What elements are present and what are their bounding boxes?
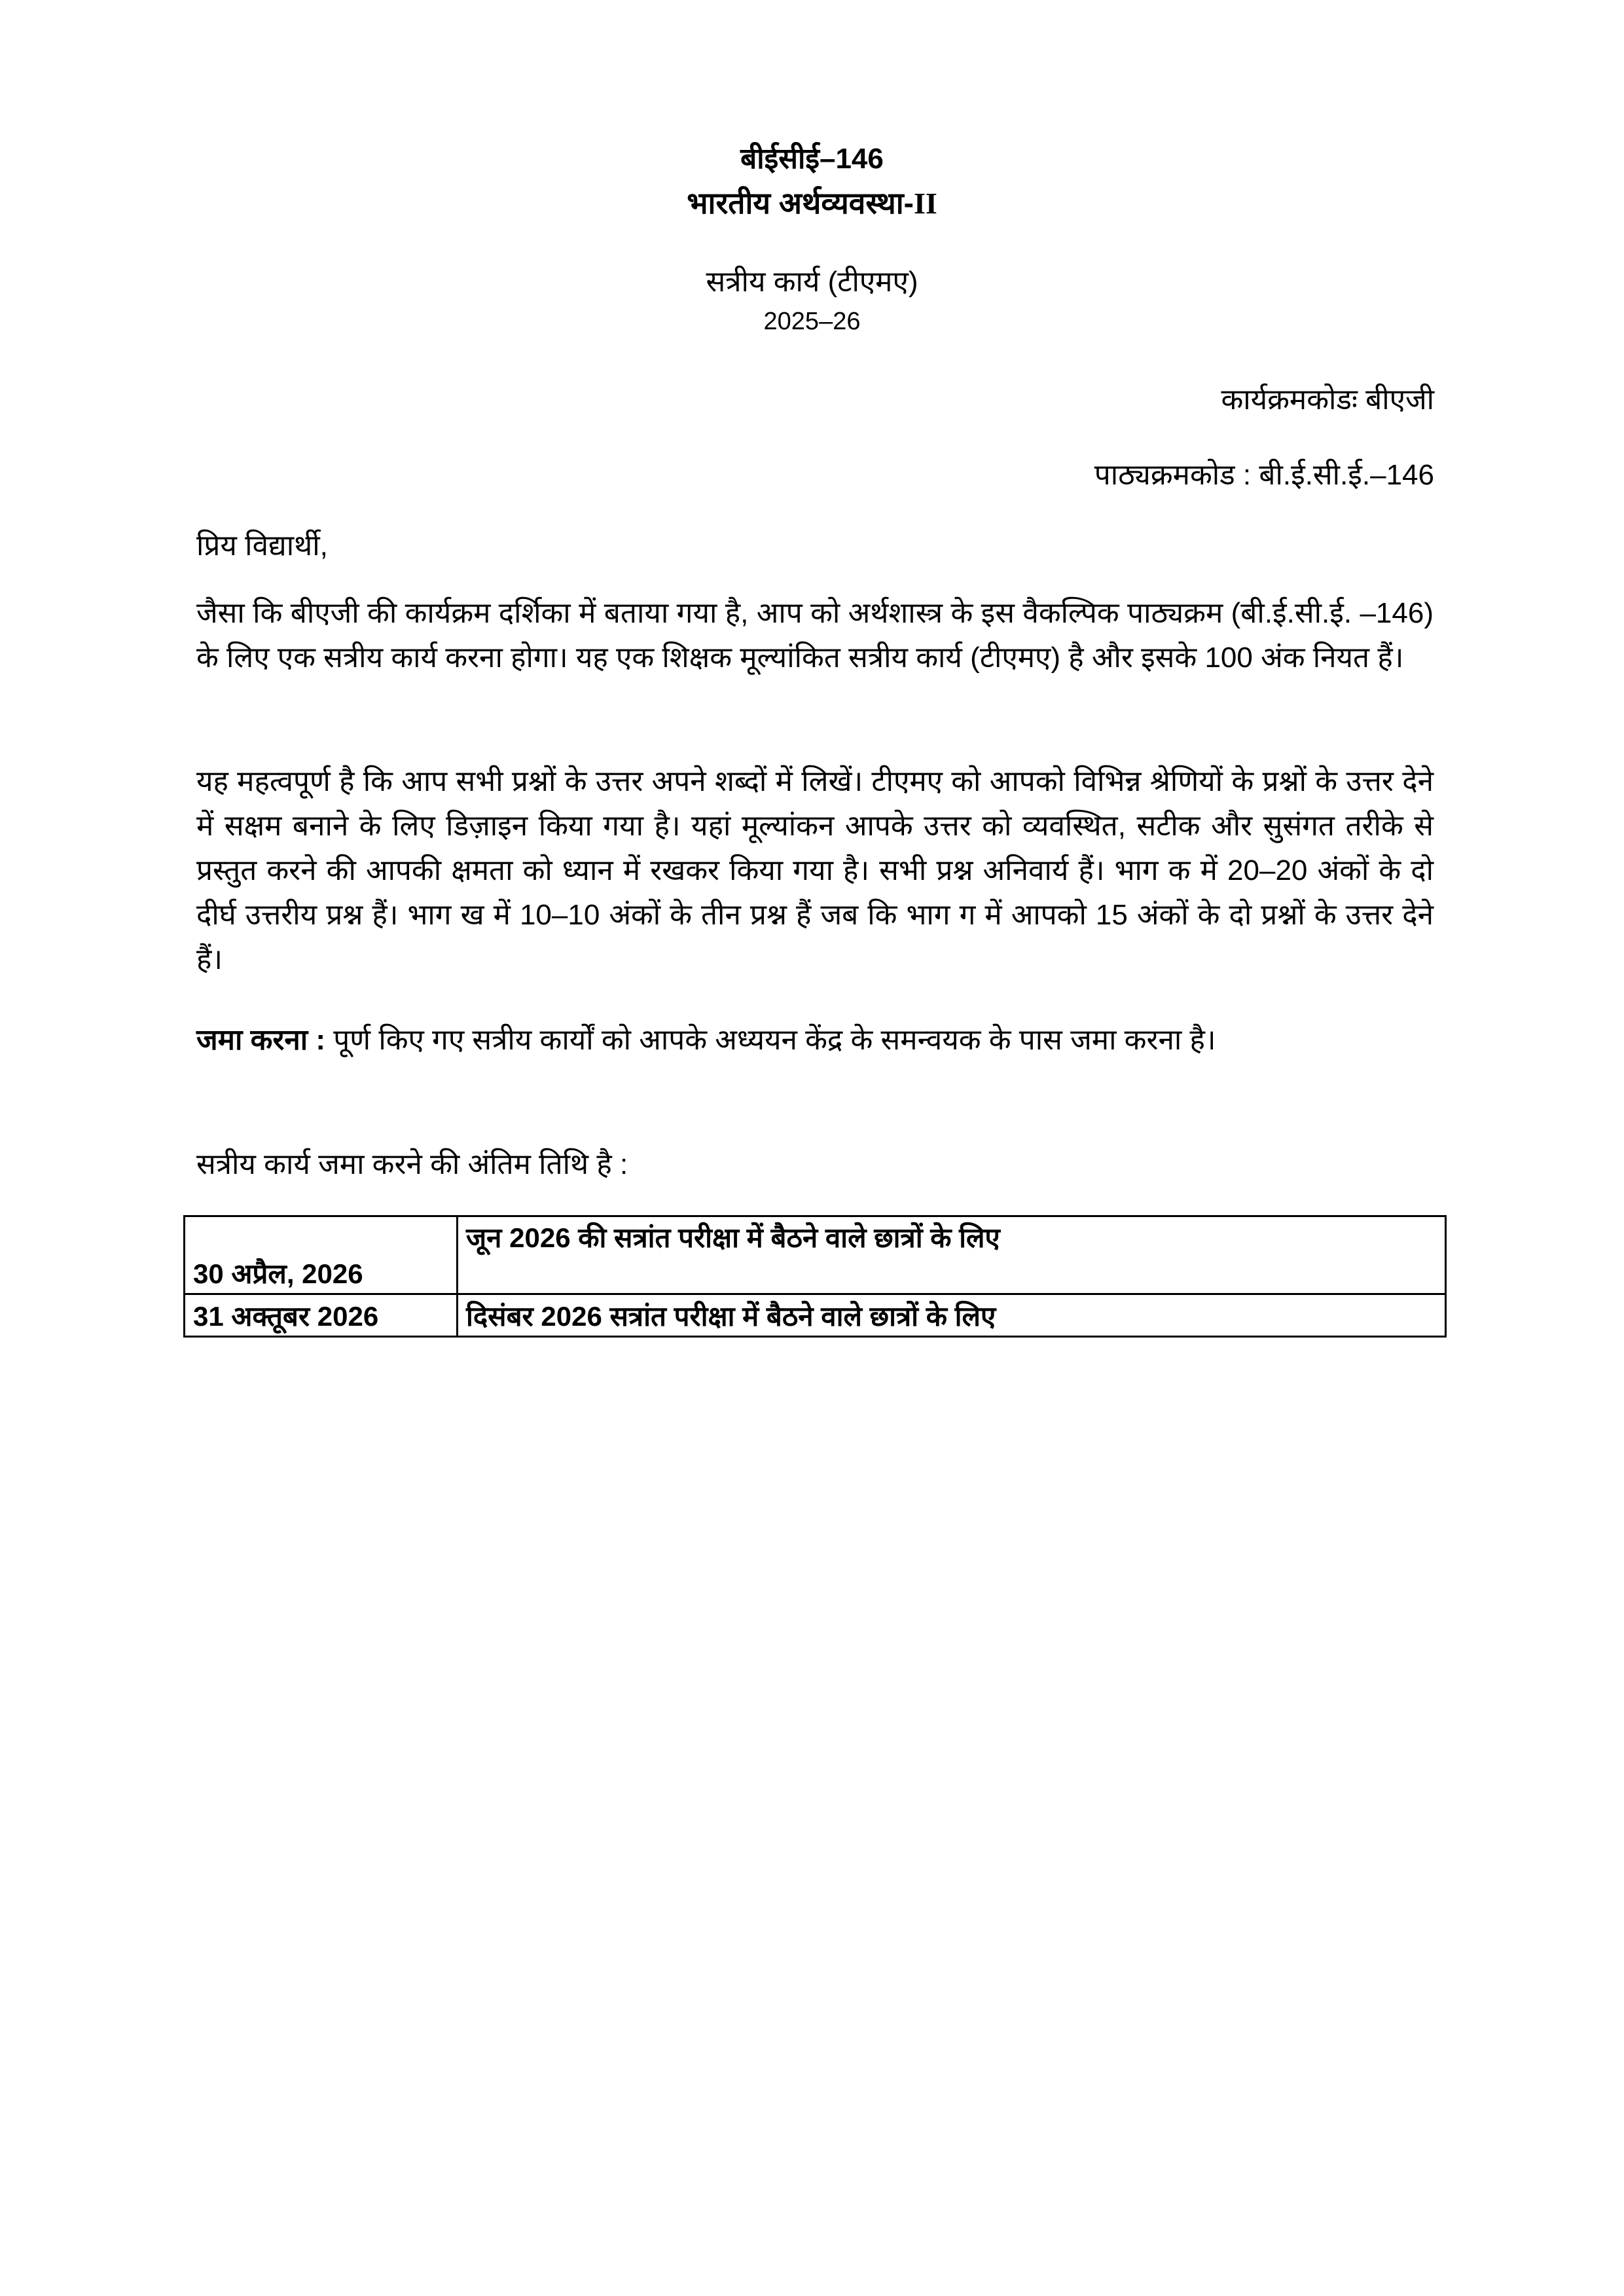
tma-label: सत्रीय कार्य (टीएमए) (706, 266, 918, 298)
course-code-heading: बीईसीई–146 (740, 143, 884, 175)
salutation: प्रिय विद्यार्थी, (196, 530, 328, 562)
deadline-date: 31 अक्तूबर 2026 (185, 1294, 458, 1337)
intro-paragraph: जैसा कि बीएजी की कार्यक्रम दर्शिका में बताया गया है, आप को अर्थशास्त्र के इस वैकल्पिक पाठ्यक्रम (बी.ई.सी.ई. –146) के लिए एक सत्रीय कार्य करना होगा। यह एक शिक्षक मूल्यांकित सत्रीय कार्य (टीएमए) है और इसके 100 अंक नियत हैं। (196, 597, 1434, 674)
submission-label: जमा करना : (196, 1024, 326, 1056)
instructions-paragraph: यह महत्वपूर्ण है कि आप सभी प्रश्नों के उत्तर अपने शब्दों में लिखें। टीएमए को आपको विभिन्न श्रेणियों के प्रश्नों के उत्तर देने में सक्षम बनाने के लिए डिज़ाइन किया गया है। यहां मूल्यांकन आपके उत्तर को व्यवस्थित, सटीक और सुसंगत तरीके से प्रस्तुत करने की आपकी क्षमता को ध्यान में रखकर किया गया है। सभी प्रश्न अनिवार्य हैं। भाग क में 20–20 अंकों के दो दीर्घ उत्तरीय प्रश्न हैं। भाग ख में 10–10 अंकों के तीन प्रश्न हैं जब कि भाग ग में आपको 15 अंकों के दो प्रश्नों के उत्तर देने हैं। (196, 765, 1434, 975)
program-code: कार्यक्रमकोडः बीएजी (1221, 384, 1434, 416)
deadline-description: दिसंबर 2026 सत्रांत परीक्षा में बैठने वाले छात्रों के लिए (458, 1294, 1446, 1337)
course-code-line: पाठ्यक्रमकोड : बी.ई.सी.ई.–146 (1094, 459, 1434, 491)
course-title-roman: II (913, 187, 937, 220)
submission-text: पूर्ण किए गए सत्रीय कार्यों को आपके अध्ययन केंद्र के समन्वयक के पास जमा करना है। (325, 1024, 1216, 1056)
table-row (185, 1294, 1446, 1337)
deadline-date: 30 अप्रैल, 2026 (185, 1216, 458, 1294)
course-title-heading (0, 182, 1624, 223)
deadline-intro: सत्रीय कार्य जमा करने की अंतिम तिथि है : (196, 1148, 628, 1180)
table-row (185, 1216, 1446, 1294)
deadline-table (183, 1215, 1447, 1338)
course-title-text: भारतीय अर्थव्यवस्था- (687, 186, 914, 220)
deadline-description: जून 2026 की सत्रांत परीक्षा में बैठने वाले छात्रों के लिए (458, 1216, 1446, 1294)
session-year: 2025–26 (763, 308, 861, 335)
submission-paragraph (196, 1018, 1434, 1063)
